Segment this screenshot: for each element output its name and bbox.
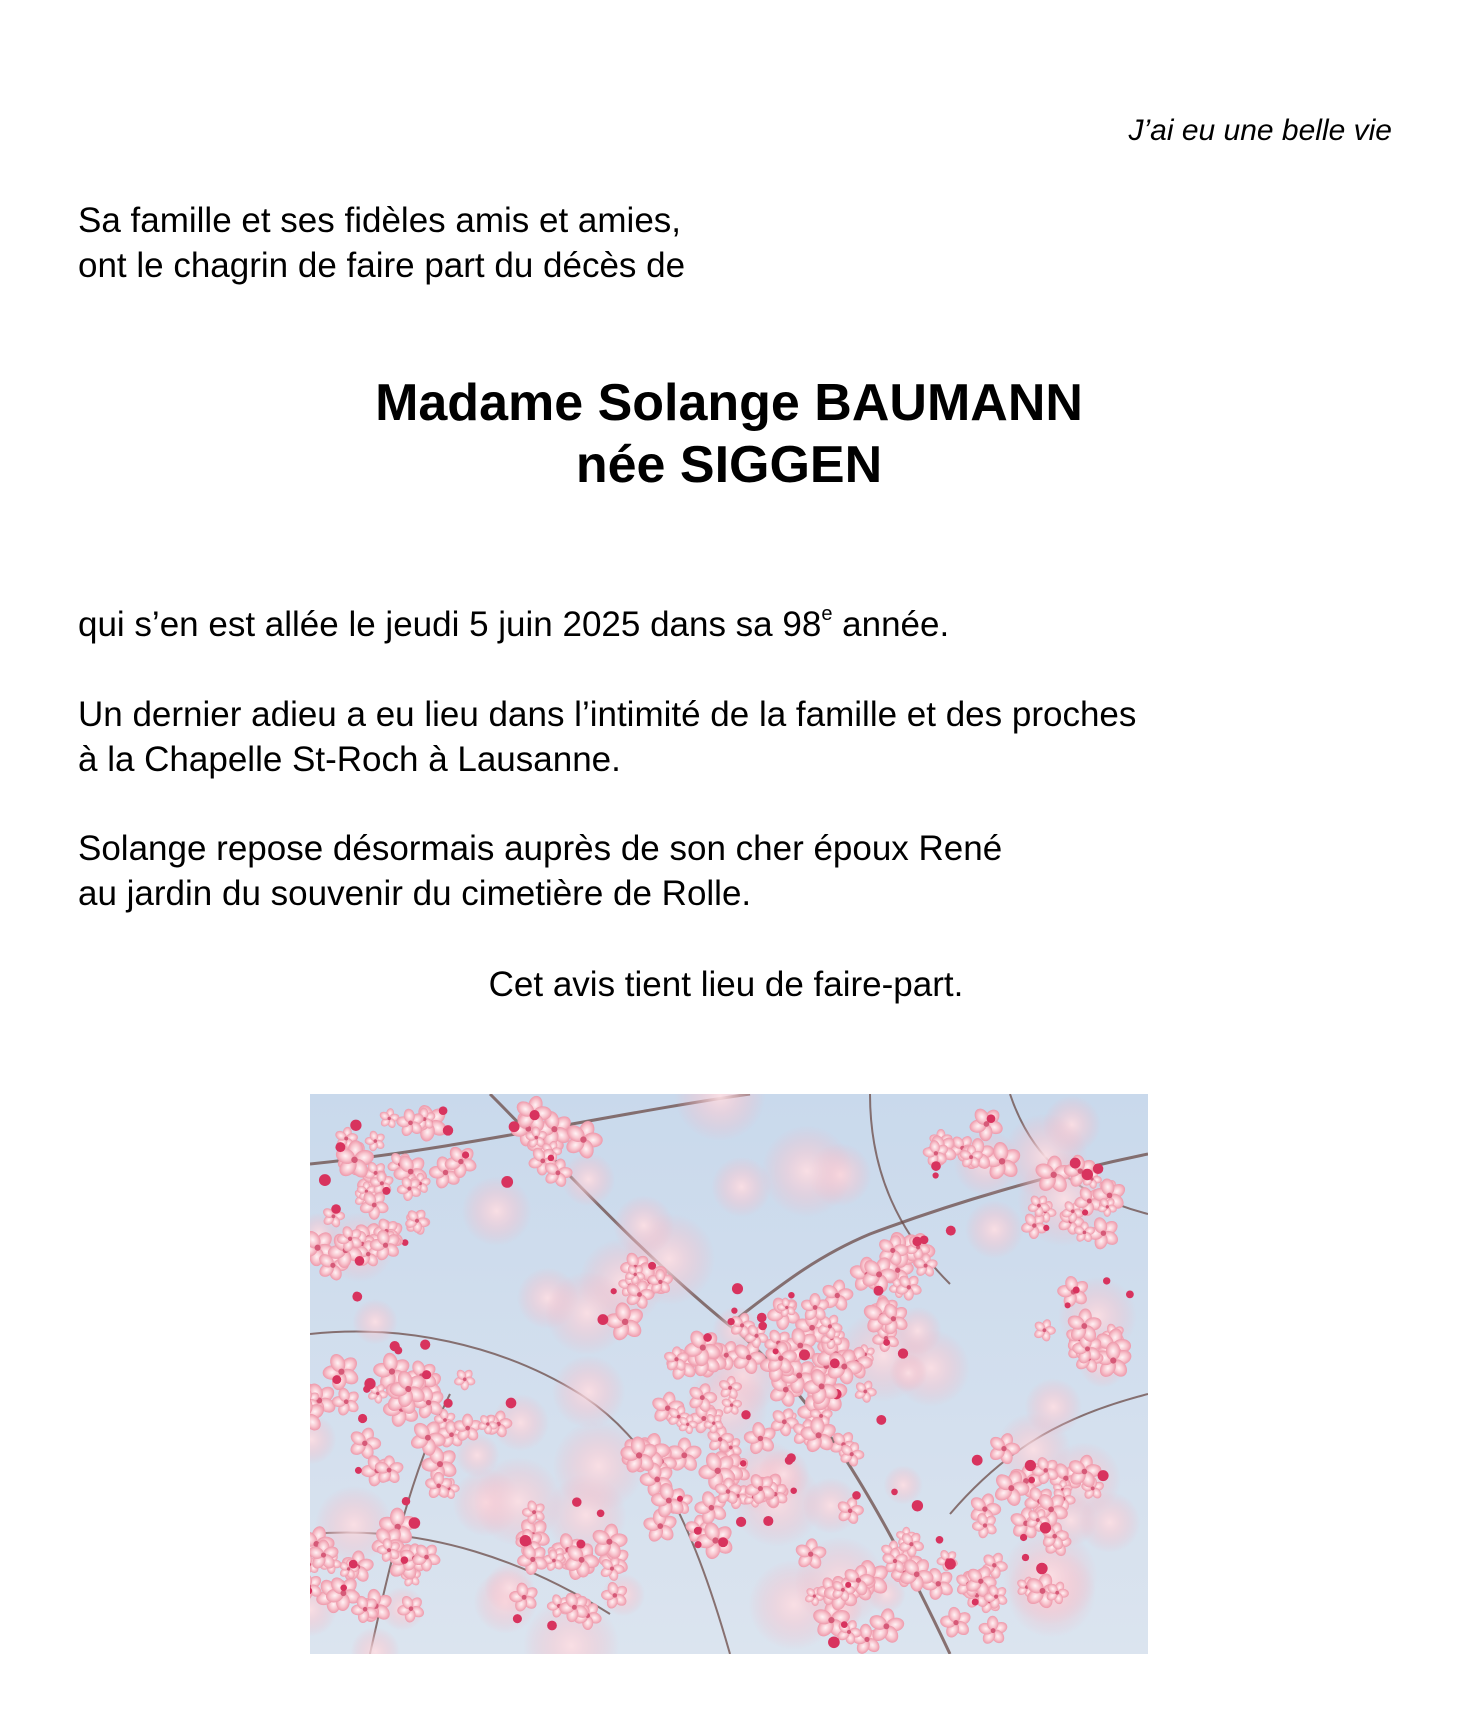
notice-text: Cet avis tient lieu de faire-part. <box>488 965 964 1004</box>
blossom-bud <box>703 1333 712 1342</box>
blossom-bud <box>1082 1169 1093 1180</box>
blossom-bud <box>355 1467 362 1474</box>
blossom-bud <box>1103 1277 1110 1284</box>
blossom-bud <box>1093 1164 1103 1174</box>
blossom-bud <box>462 1151 469 1158</box>
blossom-bud <box>1043 1225 1049 1231</box>
blossom-bud <box>648 1262 656 1270</box>
farewell-line-1: Un dernier adieu a eu lieu dans l’intimité de la famille et des proches <box>78 695 1137 734</box>
rest-line-1: Solange repose désormais auprès de son cher époux René <box>78 829 1003 868</box>
blossom-bud <box>443 1399 452 1408</box>
blossom-bud <box>931 1161 941 1171</box>
blossom-bud <box>1073 1287 1080 1294</box>
soft-blossom <box>552 1355 625 1428</box>
blossom-bud <box>332 1375 341 1384</box>
blossom-bud <box>972 1455 983 1466</box>
blossom-bud <box>830 1358 840 1368</box>
rest-line-2: au jardin du souvenir du cimetière de Rolle. <box>78 874 752 913</box>
blossom-bud <box>757 1313 767 1323</box>
blossom-bud <box>790 1487 797 1494</box>
blossom-bud <box>611 1288 617 1294</box>
soft-blossom <box>1025 1378 1082 1435</box>
blossom-bud <box>401 1556 409 1564</box>
blossom-bud <box>740 1460 746 1466</box>
blossom-bud <box>945 1558 956 1569</box>
blossom-bud <box>727 1318 734 1325</box>
blossom-bud <box>352 1292 362 1302</box>
blossom-bud <box>506 1398 517 1409</box>
blossom-bud <box>741 1410 750 1419</box>
blossom-bud <box>732 1283 743 1294</box>
blossom-bud <box>529 1110 539 1120</box>
blossom-bud <box>828 1636 840 1648</box>
blossom-bud <box>852 1491 861 1500</box>
blossom-bud <box>597 1509 605 1517</box>
soft-blossom <box>1079 1492 1140 1553</box>
intro-line-1: Sa famille et ses fidèles amis et amies, <box>78 201 682 240</box>
epigraph: J’ai eu une belle vie <box>1128 114 1392 147</box>
blossom-bud <box>355 1256 365 1266</box>
blossom-bud <box>597 1314 608 1325</box>
soft-blossom <box>614 1195 674 1255</box>
notice-note <box>0 962 1458 1007</box>
soft-blossom <box>462 1176 532 1246</box>
blossom-bud <box>443 1125 453 1135</box>
blossom-bud <box>891 1489 898 1496</box>
farewell-paragraph <box>78 692 1136 782</box>
blossom-bud <box>946 1226 956 1236</box>
blossom-bud <box>1040 1522 1051 1533</box>
blossom-bud <box>799 1349 810 1360</box>
blossom-bud <box>1036 1563 1047 1574</box>
blossom-bud <box>319 1174 331 1186</box>
death-text-end: année. <box>832 605 950 644</box>
blossom-bud <box>513 1614 522 1623</box>
blossom-bud <box>576 1540 585 1549</box>
death-statement <box>78 602 949 647</box>
blossom-bud <box>520 1535 531 1546</box>
blossom-bud <box>787 1453 796 1462</box>
blossom-bud <box>1082 1209 1088 1215</box>
cherry-blossom-illustration <box>310 1094 1148 1654</box>
blossom-bud <box>912 1500 923 1511</box>
blossom-bud <box>548 1155 555 1162</box>
blossom-bud <box>936 1536 944 1544</box>
blossom-bud <box>788 1292 795 1299</box>
blossom-bud <box>1065 1302 1071 1308</box>
blossom-bud <box>874 1286 884 1296</box>
blossom-bud <box>572 1497 582 1507</box>
blossom-bud <box>335 1142 345 1152</box>
intro-line-2: ont le chagrin de faire part du décès de <box>78 246 686 285</box>
intro-text <box>78 198 685 288</box>
blossom-bud <box>1025 1460 1036 1471</box>
resting-place-paragraph <box>78 826 1002 916</box>
blossom-bud <box>987 1114 996 1123</box>
blossom-bud <box>358 1414 367 1423</box>
soft-blossom <box>965 1200 1023 1258</box>
blossom-bud <box>694 1541 701 1548</box>
farewell-line-2: à la Chapelle St-Roch à Lausanne. <box>78 740 621 779</box>
blossom-bud <box>331 1204 341 1214</box>
cherry-blossom-photo <box>310 1094 1148 1654</box>
deceased-name-block <box>0 372 1458 496</box>
blossom-bud <box>350 1120 361 1131</box>
blossom-bud <box>422 1370 431 1379</box>
blossom-bud <box>382 1187 390 1195</box>
blossom-bud <box>932 1172 938 1178</box>
blossom-bud <box>920 1235 929 1244</box>
blossom-bud <box>1126 1291 1134 1299</box>
blossom-bud <box>409 1517 421 1529</box>
blossom-bud <box>898 1348 908 1358</box>
blossom-bud <box>1028 1477 1035 1484</box>
blossom-bud <box>677 1496 683 1502</box>
blossom-bud <box>390 1341 400 1351</box>
deceased-name: Madame Solange BAUMANN <box>375 374 1083 432</box>
death-text: qui s’en est allée le jeudi 5 juin 2025 dans sa 98 <box>78 605 822 644</box>
blossom-bud <box>731 1307 737 1313</box>
blossom-bud <box>509 1121 520 1132</box>
blossom-bud <box>1098 1470 1109 1481</box>
blossom-bud <box>763 1516 773 1526</box>
soft-blossom <box>761 1126 852 1217</box>
blossom-bud <box>758 1322 767 1331</box>
blossom-bud <box>402 1497 411 1506</box>
blossom-bud <box>718 1537 728 1547</box>
soft-blossom <box>884 1465 923 1504</box>
blossom-bud <box>547 1621 557 1631</box>
blossom-bud <box>736 1517 746 1527</box>
soft-blossom <box>353 1299 398 1344</box>
blossom-bud <box>1020 1534 1027 1541</box>
maiden-name: née SIGGEN <box>575 436 883 494</box>
blossom-bud <box>841 1621 848 1628</box>
blossom-bud <box>972 1598 979 1605</box>
ordinal-suffix: e <box>821 603 833 625</box>
blossom-bud <box>845 1582 851 1588</box>
soft-blossom <box>561 1153 615 1207</box>
blossom-bud <box>694 1527 702 1535</box>
blossom-bud <box>883 1339 890 1346</box>
blossom-bud <box>364 1378 375 1389</box>
blossom-bud <box>340 1584 347 1591</box>
soft-blossom <box>889 1354 927 1392</box>
blossom-bud <box>501 1176 513 1188</box>
blossom-bud <box>349 1560 358 1569</box>
blossom-bud <box>439 1106 448 1115</box>
blossom-bud <box>876 1415 886 1425</box>
blossom-bud <box>420 1339 430 1349</box>
blossom-bud <box>1070 1158 1081 1169</box>
blossom-bud <box>773 1348 779 1354</box>
blossom-bud <box>1022 1554 1029 1561</box>
